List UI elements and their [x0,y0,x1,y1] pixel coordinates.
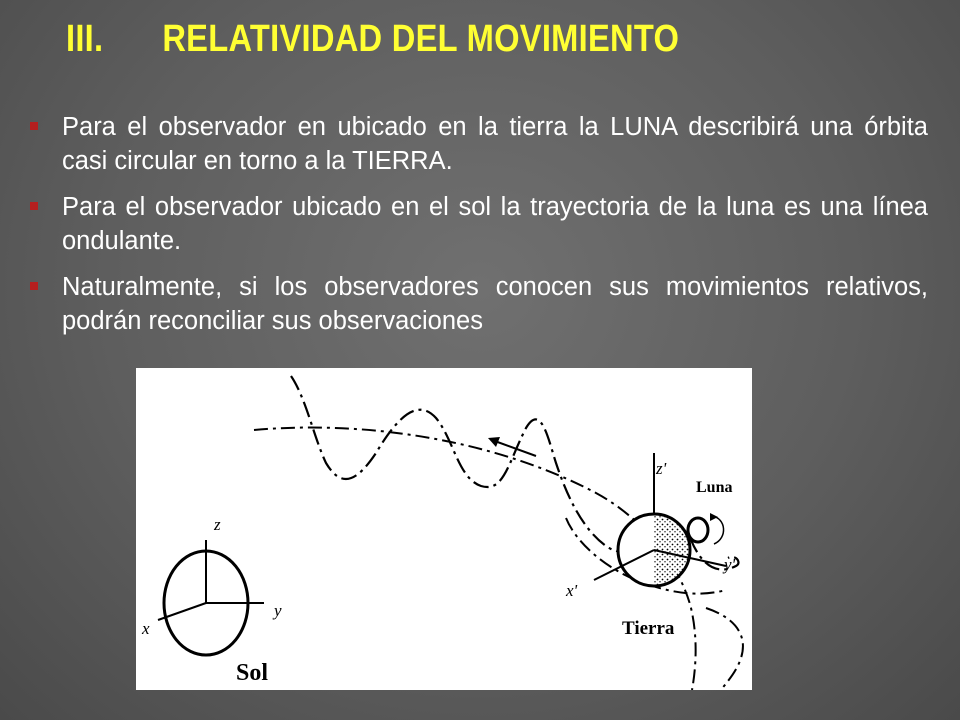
sun-frame [141,515,282,686]
bullet-text: Para el observador en ubicado en la tierra la LUNA describirá una órbita casi circular en torno a la TIERRA. [62,113,928,175]
earth-axis-x-label: x' [566,581,578,600]
bullet-marker-icon [30,122,38,130]
orbit-diagram [136,368,752,690]
sun-axis-x-label: x [142,619,150,638]
earth-name-label: Tierra [622,618,675,639]
bullet-item [26,110,928,178]
earth-axis-y-label: y' [724,555,736,574]
earth-shaded-half [654,514,690,586]
bullet-text: Naturalmente, si los observadores conocen sus movimientos relativos, podrán reconciliar sus observaciones [62,273,928,335]
bullet-item [26,190,928,258]
moon-name-label: Luna [696,479,733,496]
relative-motion-figure [136,368,752,690]
bullet-list [26,110,928,350]
moon-trajectory-tail-path [706,608,743,690]
bullet-marker-icon [30,282,38,290]
title-text: RELATIVIDAD DEL MOVIMIENTO [162,18,680,60]
sun-axis-z-label: z [214,515,221,534]
moon-rotation-arrow-icon [712,516,724,544]
bullet-text: Para el observador ubicado en el sol la trayectoria de la luna es una línea ondulante. [62,193,928,255]
moon-frame [688,479,732,544]
title-number: III. [66,18,104,60]
sun-axis-y-label: y [274,601,282,620]
bullet-item [26,270,928,338]
moon-circle [688,518,708,542]
earth-axis-z-label: z' [656,459,667,478]
slide-title [66,18,679,61]
sun-name-label: Sol [236,660,269,686]
bullet-marker-icon [30,202,38,210]
